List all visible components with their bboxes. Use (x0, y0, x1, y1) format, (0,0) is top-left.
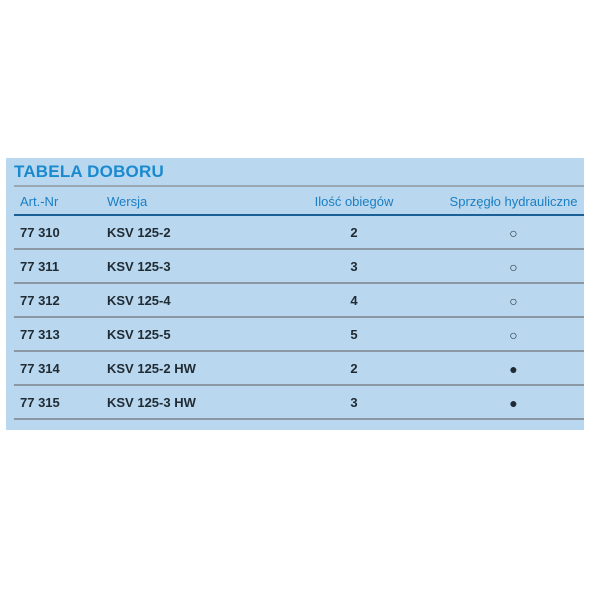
cell-ilosc: 4 (350, 293, 358, 308)
cell-ilosc: 2 (350, 225, 358, 240)
table-header-row (6, 192, 584, 212)
open-circle-icon: ○ (509, 293, 518, 309)
table-row (6, 284, 584, 318)
header-art-nr: Art.-Nr (20, 194, 59, 209)
cell-art-nr: 77 311 (20, 259, 60, 274)
row-divider (14, 418, 584, 420)
cell-art-nr: 77 314 (20, 361, 60, 376)
open-circle-icon: ○ (509, 327, 518, 343)
filled-circle-icon: ● (509, 395, 518, 411)
cell-ilosc: 5 (350, 327, 358, 342)
cell-wersja: KSV 125-2 (107, 225, 171, 240)
table-row (6, 386, 584, 420)
cell-wersja: KSV 125-4 (107, 293, 171, 308)
table-row (6, 216, 584, 250)
cell-ilosc: 3 (350, 259, 358, 274)
cell-wersja: KSV 125-3 HW (107, 395, 196, 410)
table-row (6, 318, 584, 352)
cell-art-nr: 77 313 (20, 327, 60, 342)
cell-wersja: KSV 125-3 (107, 259, 171, 274)
cell-wersja: KSV 125-5 (107, 327, 171, 342)
selection-table-panel (6, 158, 584, 430)
cell-art-nr: 77 315 (20, 395, 60, 410)
cell-ilosc: 2 (350, 361, 358, 376)
header-ilosc-obiegow: Ilość obiegów (314, 194, 394, 209)
open-circle-icon: ○ (509, 225, 518, 241)
cell-art-nr: 77 312 (20, 293, 60, 308)
table-row (6, 352, 584, 386)
cell-wersja: KSV 125-2 HW (107, 361, 196, 376)
filled-circle-icon: ● (509, 361, 518, 377)
header-sprzeglo: Sprzęgło hydrauliczne (449, 194, 578, 209)
title-divider (14, 185, 584, 187)
table-row (6, 250, 584, 284)
table-title: TABELA DOBORU (14, 162, 164, 181)
open-circle-icon: ○ (509, 259, 518, 275)
cell-ilosc: 3 (350, 395, 358, 410)
cell-art-nr: 77 310 (20, 225, 60, 240)
header-wersja: Wersja (107, 194, 148, 209)
